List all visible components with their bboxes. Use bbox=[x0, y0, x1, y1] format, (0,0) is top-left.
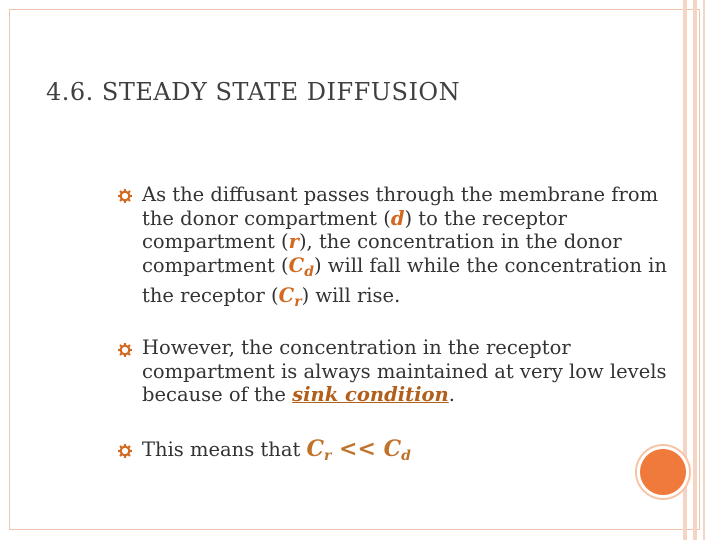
bullet-1-part: ) will fall while the concentration in the receptor ( bbox=[142, 253, 667, 307]
sink-condition-term: sink condition bbox=[292, 383, 449, 406]
bullet-1-part: ) to the receptor compartment ( bbox=[142, 206, 567, 253]
gear-bullet-icon bbox=[118, 343, 132, 357]
bullet-1-part: ), the concentration in the donor compartment ( bbox=[142, 230, 622, 277]
decorative-rule bbox=[703, 0, 705, 540]
receptor-symbol: r bbox=[288, 230, 299, 253]
much-less-than-operator: << bbox=[331, 436, 384, 462]
cr-symbol: C bbox=[306, 436, 324, 462]
cr-subscript: r bbox=[324, 448, 332, 464]
bullet-1-part: As the diffusant passes through the membrane from the donor compartment ( bbox=[142, 183, 659, 230]
bullet-text-1 bbox=[142, 183, 682, 315]
bullet-3-part: This means that bbox=[142, 438, 307, 461]
cr-subscript: r bbox=[294, 294, 302, 310]
bullet-2-part: . bbox=[448, 383, 455, 406]
cd-symbol: C bbox=[288, 253, 305, 277]
decorative-rule bbox=[693, 0, 697, 540]
decorative-rule bbox=[683, 0, 687, 540]
cr-symbol: C bbox=[278, 284, 295, 307]
decorative-orange-circle bbox=[640, 449, 686, 495]
cd-subscript: d bbox=[304, 263, 314, 280]
cd-subscript: d bbox=[401, 448, 411, 464]
gear-bullet-icon bbox=[118, 189, 132, 203]
cd-symbol: C bbox=[383, 436, 402, 462]
slide-title: 4.6. STEADY STATE DIFFUSION bbox=[46, 78, 461, 106]
donor-symbol: d bbox=[390, 206, 405, 230]
gear-bullet-icon bbox=[118, 444, 132, 458]
bullet-text-2 bbox=[142, 336, 682, 407]
bullet-1-part: ) will rise. bbox=[301, 284, 401, 307]
bullet-text-3 bbox=[142, 438, 682, 469]
bullet-2-part: However, the concentration in the receptor compartment is always maintained at very low levels because of the bbox=[142, 336, 667, 406]
